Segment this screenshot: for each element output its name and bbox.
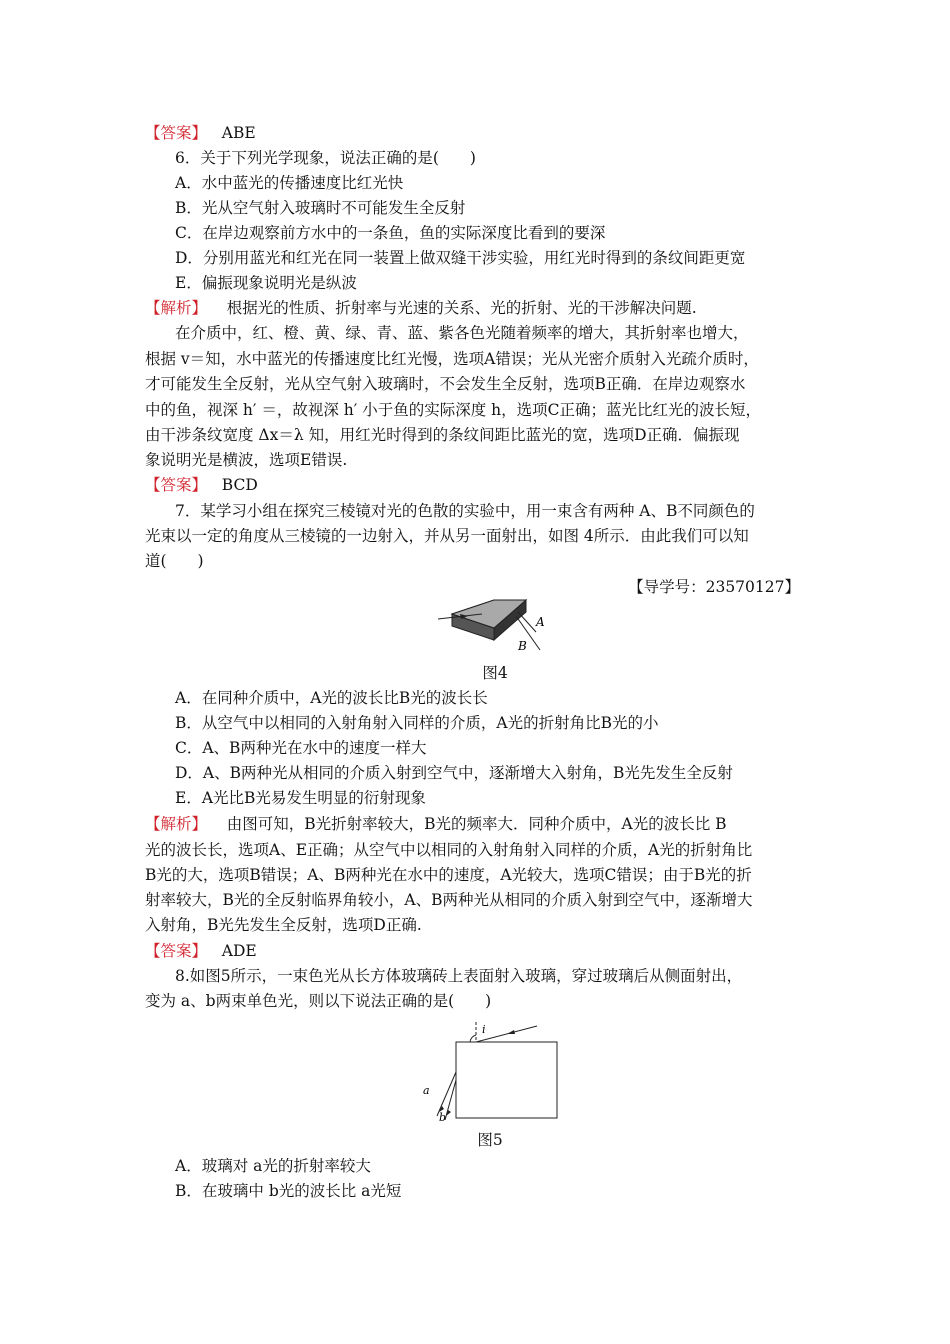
- answer-value: ADE: [221, 942, 257, 960]
- answer-tag: 【答案】: [145, 124, 208, 142]
- q7-analysis-line-4: 射率较大，B光的全反射临界角较小，A、B两种光从相同的介质入射到空气中，逐渐增大: [145, 891, 753, 909]
- q6-option-b: B．光从空气射入玻璃时不可能发生全反射: [175, 199, 466, 217]
- q6-analysis-line-2: 在介质中，红、橙、黄、绿、青、蓝、紫各色光随着频率的增大，其折射率也增大，: [175, 324, 749, 342]
- q7-option-a: A．在同种介质中，A光的波长比B光的波长长: [175, 689, 488, 707]
- q7-option-b: B．从空气中以相同的入射角射入同样的介质，A光的折射角比B光的小: [175, 714, 659, 732]
- q7-option-e: E．A光比B光易发生明显的衍射现象: [175, 789, 426, 807]
- answer-value: ABE: [221, 124, 256, 142]
- q7-analysis-line-1: [145, 814, 815, 834]
- figure-4-label-a: A: [536, 615, 545, 629]
- q8-option-b: B．在玻璃中 b光的波长比 a光短: [175, 1182, 402, 1200]
- q7-analysis-line-5: 入射角，B光先发生全反射，选项D正确.: [145, 916, 422, 934]
- q6-option-d: D．分别用蓝光和红光在同一装置上做双缝干涉实验，用红光时得到的条纹间距更宽: [175, 249, 746, 267]
- figure-5-label-a: a: [423, 1084, 430, 1097]
- q6-analysis-line-1: [145, 298, 815, 318]
- q6-analysis-line-3: 根据 v＝知，水中蓝光的传播速度比红光慢，选项A错误；光从光密介质射入光疏介质时，: [145, 350, 759, 368]
- answer-tag: 【答案】: [145, 476, 208, 494]
- q6-analysis-line-5: 中的鱼，视深 h′ ＝，故视深 h′ 小于鱼的实际深度 h，选项C正确；蓝光比红光的波长短，: [145, 401, 761, 419]
- q8-option-a: A．玻璃对 a光的折射率较大: [175, 1157, 371, 1175]
- figure-4-caption: 图4: [482, 664, 508, 682]
- q6-analysis-line-7: 象说明光是横波，选项E错误.: [145, 451, 348, 469]
- q7-stem-line-3: 道( ): [145, 552, 204, 570]
- q6-option-c: C．在岸边观察前方水中的一条鱼，鱼的实际深度比看到的要深: [175, 224, 606, 242]
- q6-option-e: E．偏振现象说明光是纵波: [175, 274, 357, 292]
- figure-4-prism-diagram: [430, 598, 560, 658]
- guide-number: 【导学号：23570127】: [628, 578, 800, 596]
- q7-analysis-line-2: 光的波长长，选项A、E正确；从空气中以相同的入射角射入同样的介质，A光的折射角比: [145, 841, 753, 859]
- q8-stem-line-2: 变为 a、b两束单色光，则以下说法正确的是( ): [145, 992, 492, 1010]
- q5-answer-line: [145, 123, 815, 143]
- figure-5-caption: 图5: [477, 1131, 503, 1149]
- q7-stem-line-1: 7．某学习小组在探究三棱镜对光的色散的实验中，用一束含有两种 A、B不同颜色的: [175, 502, 755, 520]
- q8-stem-line-1: 8.如图5所示，一束色光从长方体玻璃砖上表面射入玻璃，穿过玻璃后从侧面射出，: [175, 967, 743, 985]
- q6-option-a: A．水中蓝光的传播速度比红光快: [175, 174, 404, 192]
- q6-analysis-line-6: 由干涉条纹宽度 Δx＝λ 知，用红光时得到的条纹间距比蓝光的宽，选项D正确．偏振现: [145, 426, 740, 444]
- figure-5-label-i: i: [482, 1023, 486, 1036]
- q7-stem-line-2: 光束以一定的角度从三棱镜的一边射入，并从另一面射出，如图 4所示．由此我们可以知: [145, 527, 749, 545]
- q7-analysis-line-3: B光的大，选项B错误；A、B两种光在水中的速度，A光较大，选项C错误；由于B光的折: [145, 866, 752, 884]
- figure-5-label-b: b: [439, 1111, 447, 1124]
- answer-value: BCD: [221, 476, 258, 494]
- analysis-text: 根据光的性质、折射率与光速的关系、光的折射、光的干涉解决问题.: [226, 299, 697, 317]
- analysis-tag: 【解析】: [145, 815, 208, 833]
- q7-option-c: C．A、B两种光在水中的速度一样大: [175, 739, 427, 757]
- figure-4-label-b: B: [518, 639, 527, 653]
- analysis-tag: 【解析】: [145, 299, 208, 317]
- analysis-text: 由图可知，B光折射率较大，B光的频率大．同种介质中，A光的波长比 B: [226, 815, 727, 833]
- q6-stem: 6．关于下列光学现象，说法正确的是( ): [175, 149, 476, 167]
- q6-analysis-line-4: 才可能发生全反射，光从空气射入玻璃时，不会发生全反射，选项B正确．在岸边观察水: [145, 375, 746, 393]
- q7-answer-line: [145, 941, 815, 961]
- figure-5-glass-brick-diagram: [415, 1020, 565, 1124]
- q6-answer-line: [145, 475, 815, 495]
- q7-option-d: D．A、B两种光从相同的介质入射到空气中，逐渐增大入射角，B光先发生全反射: [175, 764, 733, 782]
- answer-tag: 【答案】: [145, 942, 208, 960]
